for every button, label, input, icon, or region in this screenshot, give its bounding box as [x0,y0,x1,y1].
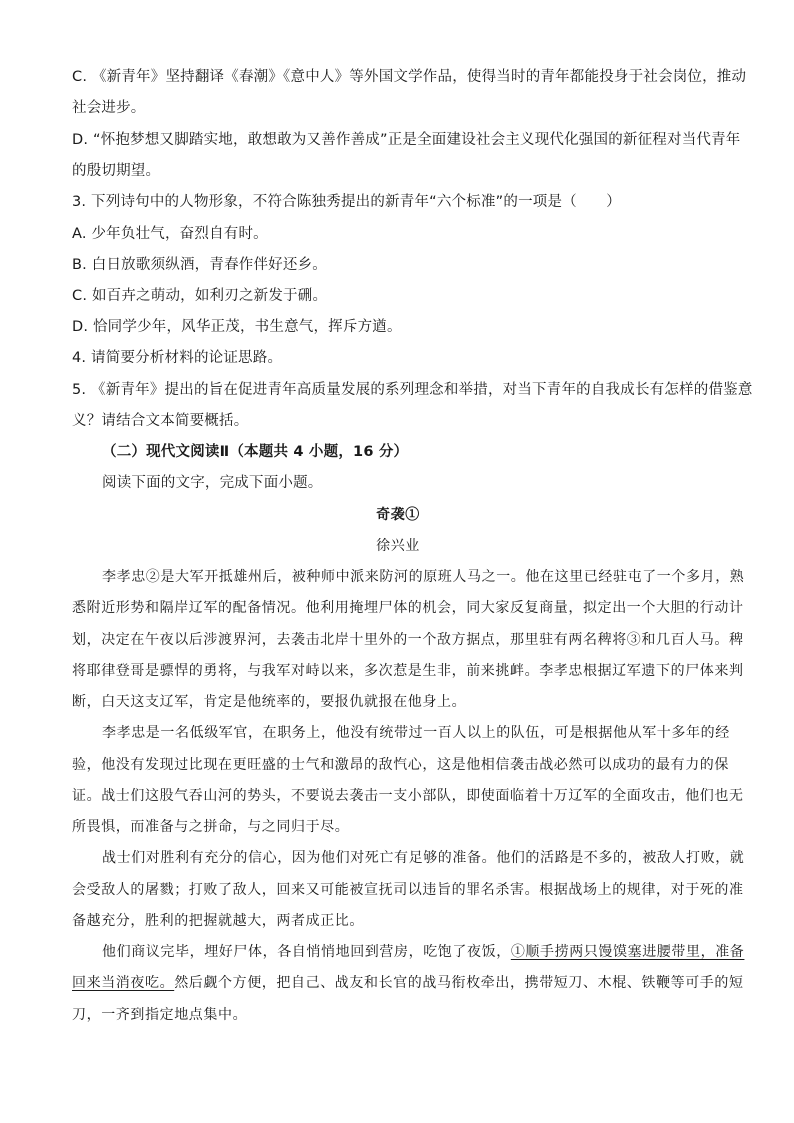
story-title: 奇袭① [376,507,420,523]
q2-option-d-line2: 的殷切期望。 [72,163,161,179]
story-paragraph-2-line: 所畏惧，而准备与之拼命，与之同归于尽。 [72,819,350,835]
q3-stem: 3. 下列诗句中的人物形象，不符合陈独秀提出的新青年“六个标准”的一项是（ ） [72,194,621,210]
q3-option-b: B. 白日放歌须纵酒，青春作伴好还乡。 [72,257,327,273]
story-author: 徐兴业 [376,538,420,554]
q2-option-d-line1: D. “怀抱梦想又脚踏实地，敢想敢为又善作善成”正是全面建设社会主义现代化强国的新征程对当代青年 [72,132,741,148]
story-paragraph-2-line: 李孝忠是一名低级军官，在职务上，他没有统带过一百人以上的队伍，可是根据他从军十多年的经 [102,725,730,741]
q3-option-c: C. 如百卉之萌动，如利刃之新发于硎。 [72,288,328,304]
section-heading: （二）现代文阅读Ⅱ（本题共 4 小题，16 分） [102,444,409,460]
story-paragraph-1-line: 悉附近形势和隔岸辽军的配备情况。他利用掩埋尸体的机会，同大家反复商量，拟定出一个大胆的行动计 [72,600,744,616]
q3-option-d: D. 恰同学少年，风华正茂，书生意气，挥斥方遒。 [72,319,402,335]
q5-question-line2: 义？请结合文本简要概括。 [72,413,249,429]
story-paragraph-1-line: 李孝忠②是大军开抵雄州后，被种师中派来防河的原班人马之一。他在这里已经驻屯了一个多月，熟 [102,569,745,585]
story-paragraph-4-line1 [102,942,745,962]
q2-option-c-line1: C. 《新青年》坚持翻译《春潮》《意中人》等外国文学作品，使得当时的青年都能投身于社会岗位，推动 [72,69,747,85]
paragraph-text: 然后觑个方便，把自己、战友和长官的战马衔枚牵出，携带短刀、木棍、铁鞭等可手的短 [174,975,744,991]
story-paragraph-2-line: 证。战士们这股气吞山河的势头，不要说去袭击一支小部队，即使面临着十万辽军的全面攻击，他们也无 [72,788,744,804]
q3-option-a: A. 少年负壮气，奋烈自有时。 [72,226,268,242]
story-paragraph-3-line: 战士们对胜利有充分的信心，因为他们对死亡有足够的准备。他们的活路是不多的，被敌人打败，就 [102,850,745,866]
underlined-sentence: 回来当消夜吃。 [72,975,175,991]
story-paragraph-3-line: 会受敌人的屠戮；打败了敌人，回来又可能被宣抚司以违旨的罪名杀害。根据战场上的规律，对于死的准 [72,882,744,898]
story-paragraph-4-line3: 刀，一齐到指定地点集中。 [72,1007,248,1023]
story-paragraph-2-line: 验，他没有发现过比现在更旺盛的士气和激昂的敌忾心，这是他相信袭击战必然可以成功的最有力的保 [72,757,729,773]
q2-option-c-line2: 社会进步。 [72,100,146,116]
story-paragraph-3-line: 备越充分，胜利的把握就越大，两者成正比。 [72,913,364,929]
paragraph-text: 他们商议完毕，埋好尸体，各自悄悄地回到营房，吃饱了夜饭， [102,944,511,960]
section-instruction: 阅读下面的文字，完成下面小题。 [102,475,323,491]
story-paragraph-1-line: 划，决定在午夜以后涉渡界河，去袭击北岸十里外的一个敌方据点，那里驻有两名稗将③和几百人马。稗 [72,632,744,648]
story-paragraph-4-line2 [72,973,744,993]
story-paragraph-1-line: 将耶律登哥是骠悍的勇将，与我军对峙以来，多次惹是生非，前来挑衅。李孝忠根据辽军遗下的尸体来判 [72,663,744,679]
underlined-sentence: ①顺手捞两只馒馍塞进腰带里，准备 [510,944,745,960]
story-paragraph-1-line: 断，白天这支辽军，肯定是他统率的，要报仇就报在他身上。 [72,694,467,710]
q4-question: 4. 请简要分析材料的论证思路。 [72,350,283,366]
q5-question-line1: 5. 《新青年》提出的旨在促进青年高质量发展的系列理念和举措，对当下青年的自我成长有怎样的借鉴意 [72,382,753,398]
